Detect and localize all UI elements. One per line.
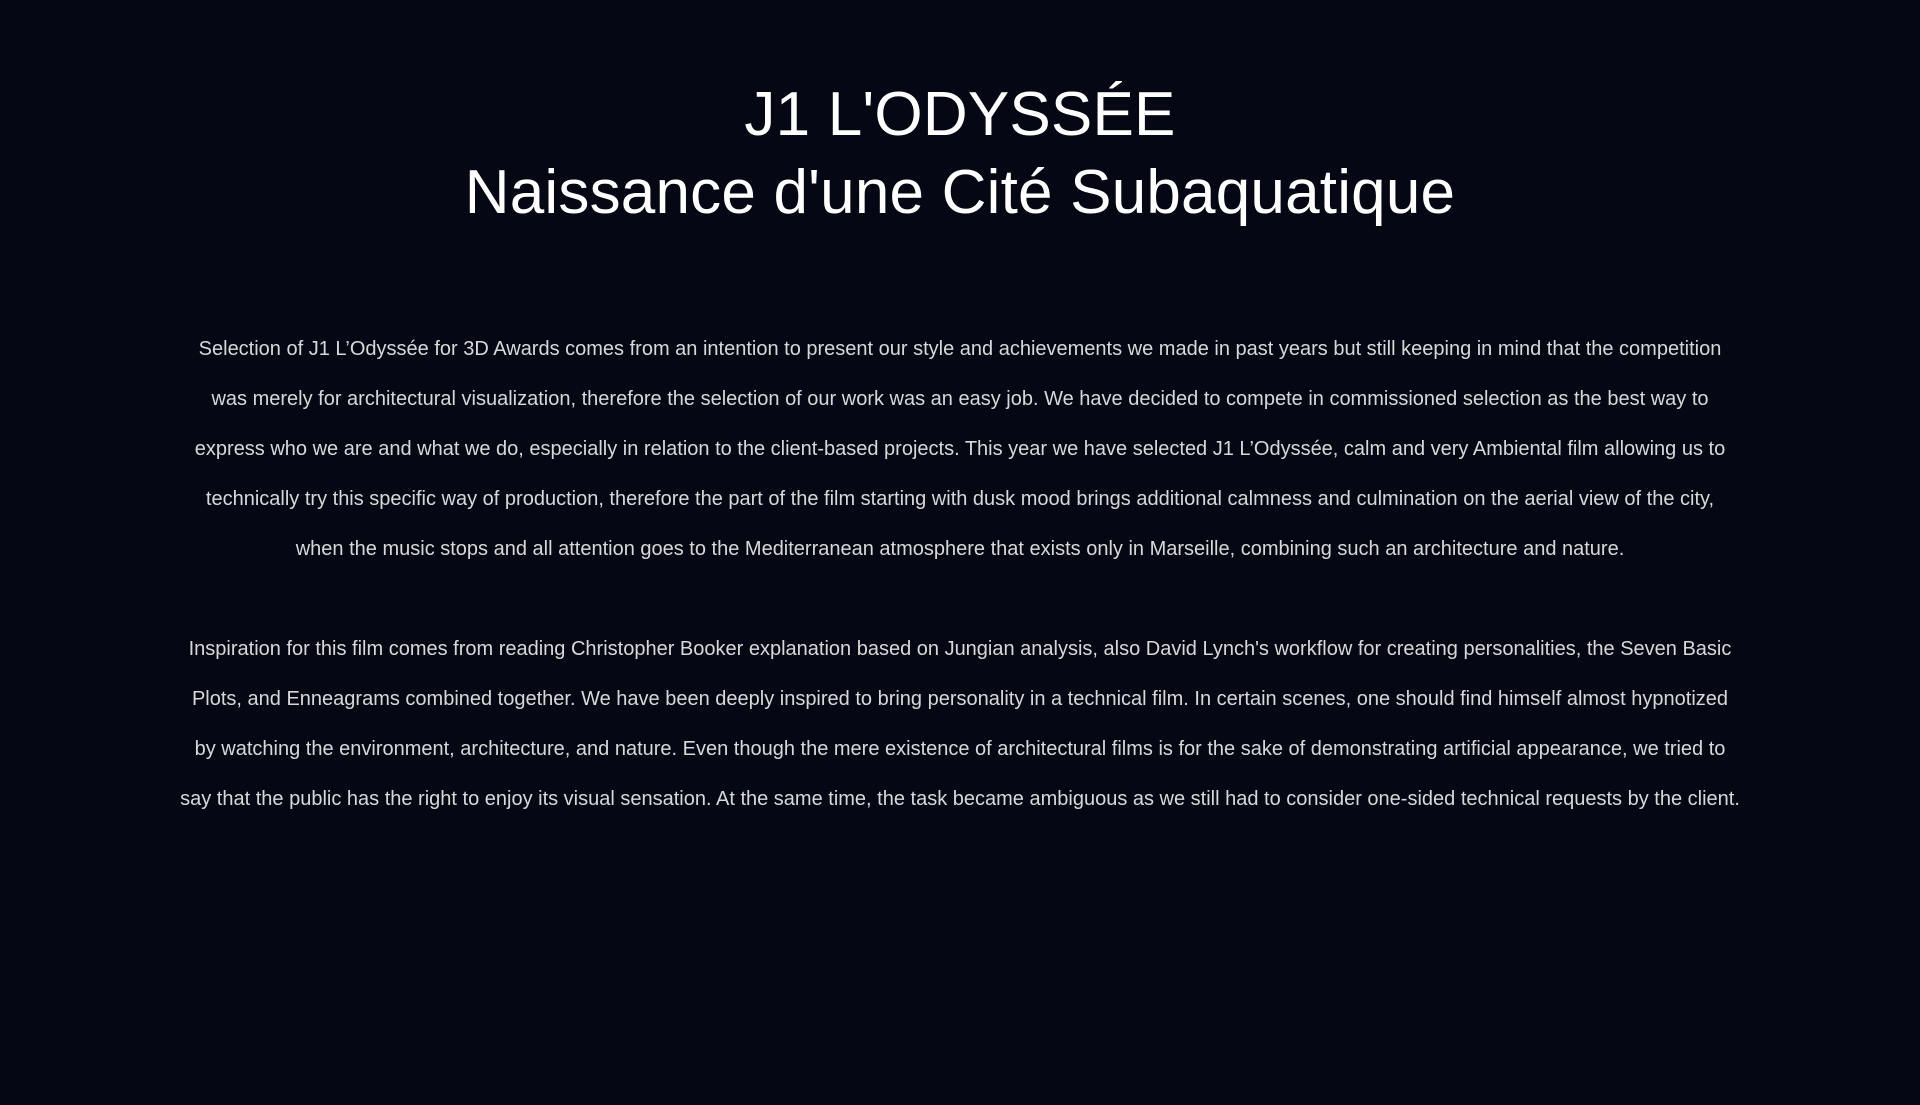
page-title: J1 L'ODYSSÉE: [744, 80, 1176, 149]
article-content: [180, 324, 1740, 824]
page-subtitle: Naissance d'une Cité Subaquatique: [464, 158, 1456, 227]
article-paragraph-1: Selection of J1 L’Odyssée for 3D Awards comes from an intention to present our style and achievements we made in past years but still keeping in mind that the competition was merely for architectural visualization, therefore the selection of our work was an easy job. We have decided to compete in commissioned selection as the best way to express who we are and what we do, especially in relation to the client-based projects. This year we have selected J1 L’Odyssée, calm and very Ambiental film allowing us to technically try this specific way of production, therefore the part of the film starting with dusk mood brings additional calmness and culmination on the aerial view of the city, when the music stops and all attention goes to the Mediterranean atmosphere that exists only in Marseille, combining such an architecture and nature.: [194, 338, 1726, 560]
article-paragraph-2: Inspiration for this film comes from reading Christopher Booker explanation based on Jungian analysis, also David Lynch's workflow for creating personalities, the Seven Basic Plots, and Enneagrams combined together. We have been deeply inspired to bring personality in a technical film. In certain scenes, one should find himself almost hypnotized by watching the environment, architecture, and nature. Even though the mere existence of architectural films is for the sake of demonstrating artificial appearance, we tried to say that the public has the right to enjoy its visual sensation. At the same time, the task became ambiguous as we still had to consider one-sided technical requests by the client.: [180, 638, 1740, 810]
page-header: [0, 76, 1920, 232]
